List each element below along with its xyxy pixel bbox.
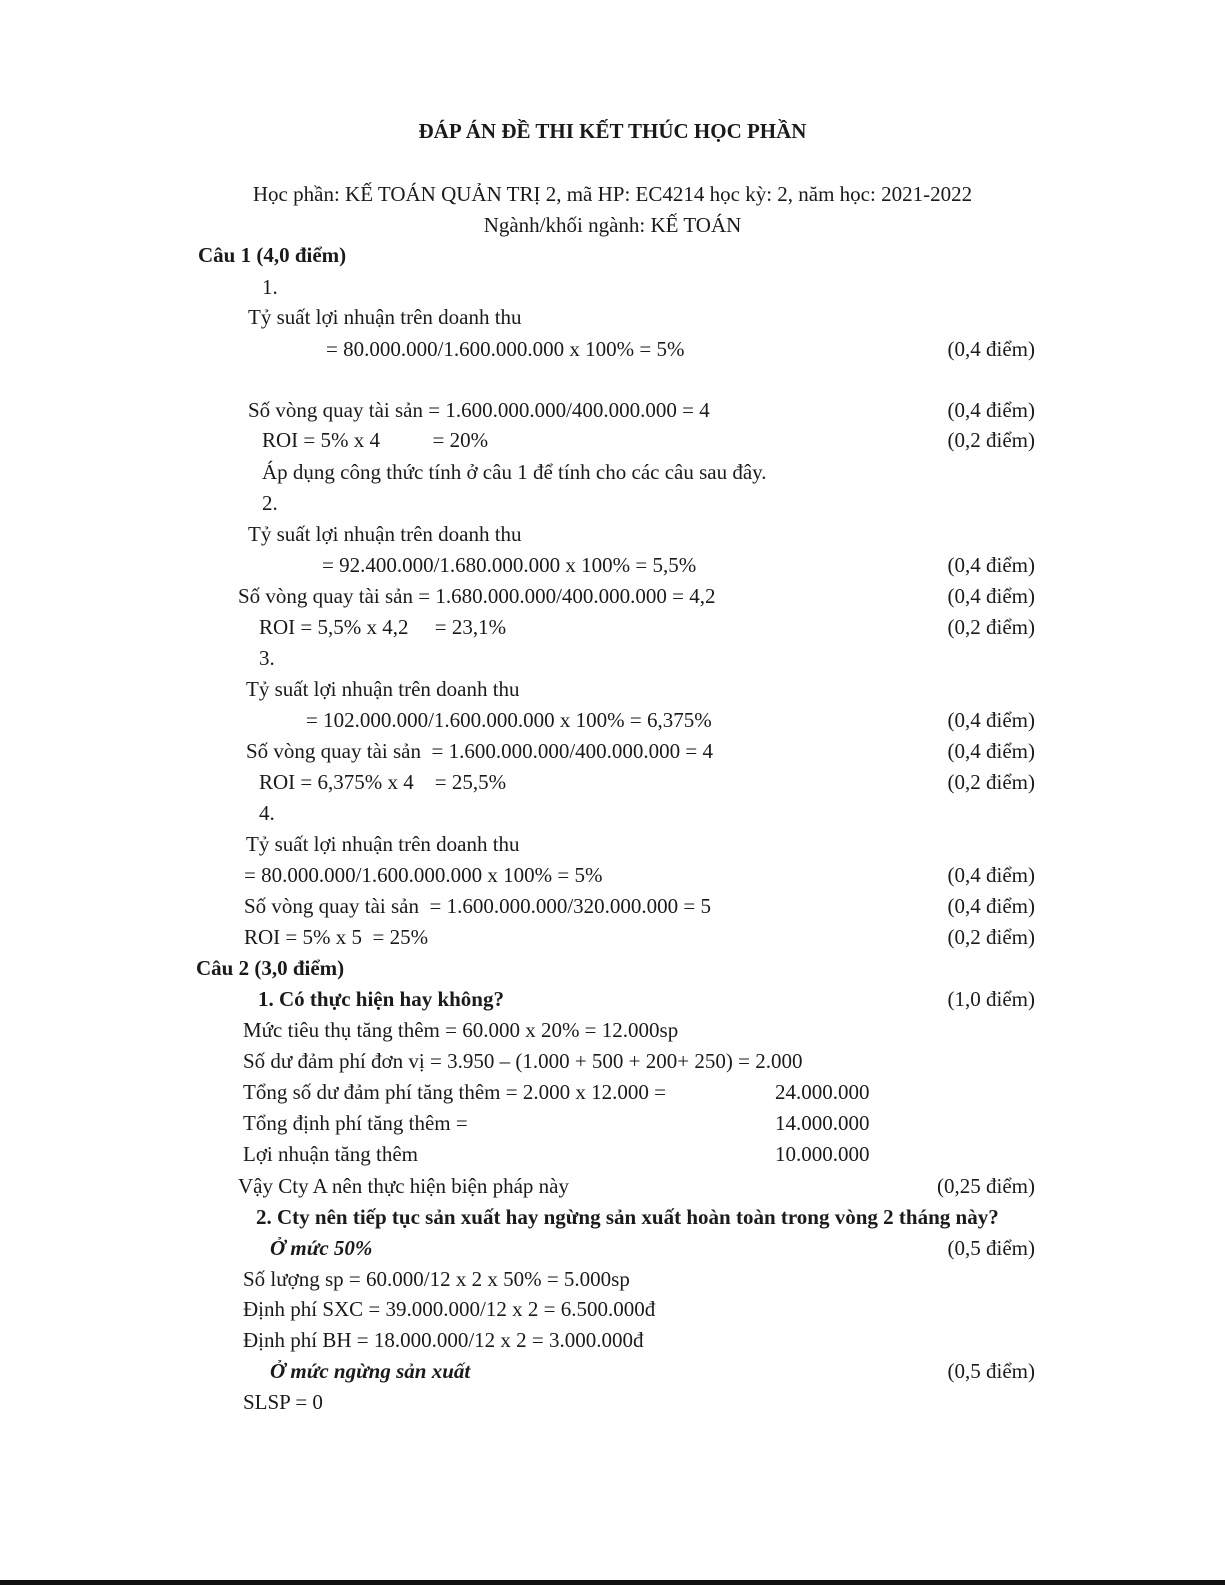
amount-value: 14.000.000 [775, 1111, 870, 1135]
answer-line: Tỷ suất lợi nhuận trên doanh thu [248, 305, 522, 329]
answer-line: Tỷ suất lợi nhuận trên doanh thu [246, 677, 520, 701]
answer-line: 2. [262, 491, 278, 515]
answer-line: Tỷ suất lợi nhuận trên doanh thu [246, 832, 520, 856]
answer-line: Định phí SXC = 39.000.000/12 x 2 = 6.500.000đ [243, 1297, 656, 1321]
section-heading: 2. Cty nên tiếp tục sản xuất hay ngừng sản xuất hoàn toàn trong vòng 2 tháng này? [256, 1205, 999, 1229]
answer-line: Tỷ suất lợi nhuận trên doanh thu [248, 522, 522, 546]
score-label: (0,25 điểm) [937, 1174, 1035, 1198]
answer-line: 3. [259, 646, 275, 670]
score-label: (0,2 điểm) [947, 925, 1035, 949]
amount-value: 24.000.000 [775, 1080, 870, 1104]
answer-line: Số vòng quay tài sản = 1.680.000.000/400.000.000 = 4,2 [238, 584, 716, 608]
score-label: (0,2 điểm) [947, 615, 1035, 639]
score-label: (0,5 điểm) [947, 1359, 1035, 1383]
answer-line: Áp dụng công thức tính ở câu 1 để tính cho các câu sau đây. [262, 460, 767, 484]
section-heading: Ở mức 50% [270, 1236, 373, 1260]
amount-value: 10.000.000 [775, 1142, 870, 1166]
section-heading: Câu 2 (3,0 điểm) [196, 956, 345, 980]
score-label: (0,4 điểm) [947, 739, 1035, 763]
answer-line: SLSP = 0 [243, 1390, 323, 1414]
section-heading: Câu 1 (4,0 điểm) [198, 243, 347, 267]
answer-line: = 92.400.000/1.680.000.000 x 100% = 5,5% [322, 553, 697, 577]
score-label: (0,4 điểm) [947, 894, 1035, 918]
answer-line: ROI = 5% x 5 = 25% [244, 925, 429, 949]
answer-line: Số dư đảm phí đơn vị = 3.950 – (1.000 + 500 + 200+ 250) = 2.000 [243, 1049, 803, 1073]
answer-line: Số lượng sp = 60.000/12 x 2 x 50% = 5.000sp [243, 1267, 630, 1291]
score-label: (0,5 điểm) [947, 1236, 1035, 1260]
answer-line: Tổng định phí tăng thêm = [243, 1111, 468, 1135]
score-label: (0,4 điểm) [947, 708, 1035, 732]
answer-line: Tổng số dư đảm phí tăng thêm = 2.000 x 12.000 = [243, 1080, 666, 1104]
answer-line: Mức tiêu thụ tăng thêm = 60.000 x 20% = 12.000sp [243, 1018, 679, 1042]
answer-line: ROI = 5% x 4 = 20% [262, 428, 489, 452]
answer-line: 4. [259, 801, 275, 825]
answer-line: Số vòng quay tài sản = 1.600.000.000/400.000.000 = 4 [246, 739, 714, 763]
score-label: (0,4 điểm) [947, 863, 1035, 887]
answer-line: = 102.000.000/1.600.000.000 x 100% = 6,375% [306, 708, 712, 732]
section-heading: 1. Có thực hiện hay không? [258, 987, 504, 1011]
answer-line: ROI = 5,5% x 4,2 = 23,1% [259, 615, 507, 639]
score-label: (0,2 điểm) [947, 428, 1035, 452]
answer-line: = 80.000.000/1.600.000.000 x 100% = 5% [244, 863, 603, 887]
answer-line: Vậy Cty A nên thực hiện biện pháp này [238, 1174, 569, 1198]
answer-line: Định phí BH = 18.000.000/12 x 2 = 3.000.000đ [243, 1328, 644, 1352]
score-label: (0,4 điểm) [947, 553, 1035, 577]
score-label: (0,4 điểm) [947, 337, 1035, 361]
document-title: ĐÁP ÁN ĐỀ THI KẾT THÚC HỌC PHẦN [418, 119, 807, 143]
score-label: (0,2 điểm) [947, 770, 1035, 794]
answer-line: 1. [262, 275, 278, 299]
answer-line: Số vòng quay tài sản = 1.600.000.000/400.000.000 = 4 [248, 398, 710, 422]
answer-line: ROI = 6,375% x 4 = 25,5% [259, 770, 507, 794]
section-heading: Ở mức ngừng sản xuất [270, 1359, 471, 1383]
answer-line: Lợi nhuận tăng thêm [243, 1142, 418, 1166]
page-edge [0, 1580, 1225, 1585]
answer-line: Số vòng quay tài sản = 1.600.000.000/320.000.000 = 5 [244, 894, 712, 918]
answer-line: = 80.000.000/1.600.000.000 x 100% = 5% [326, 337, 685, 361]
score-label: (1,0 điểm) [947, 987, 1035, 1011]
score-label: (0,4 điểm) [947, 584, 1035, 608]
major-info: Ngành/khối ngành: KẾ TOÁN [483, 213, 742, 237]
score-label: (0,4 điểm) [947, 398, 1035, 422]
course-info: Học phần: KẾ TOÁN QUẢN TRỊ 2, mã HP: EC4214 học kỳ: 2, năm học: 2021-2022 [252, 182, 973, 206]
